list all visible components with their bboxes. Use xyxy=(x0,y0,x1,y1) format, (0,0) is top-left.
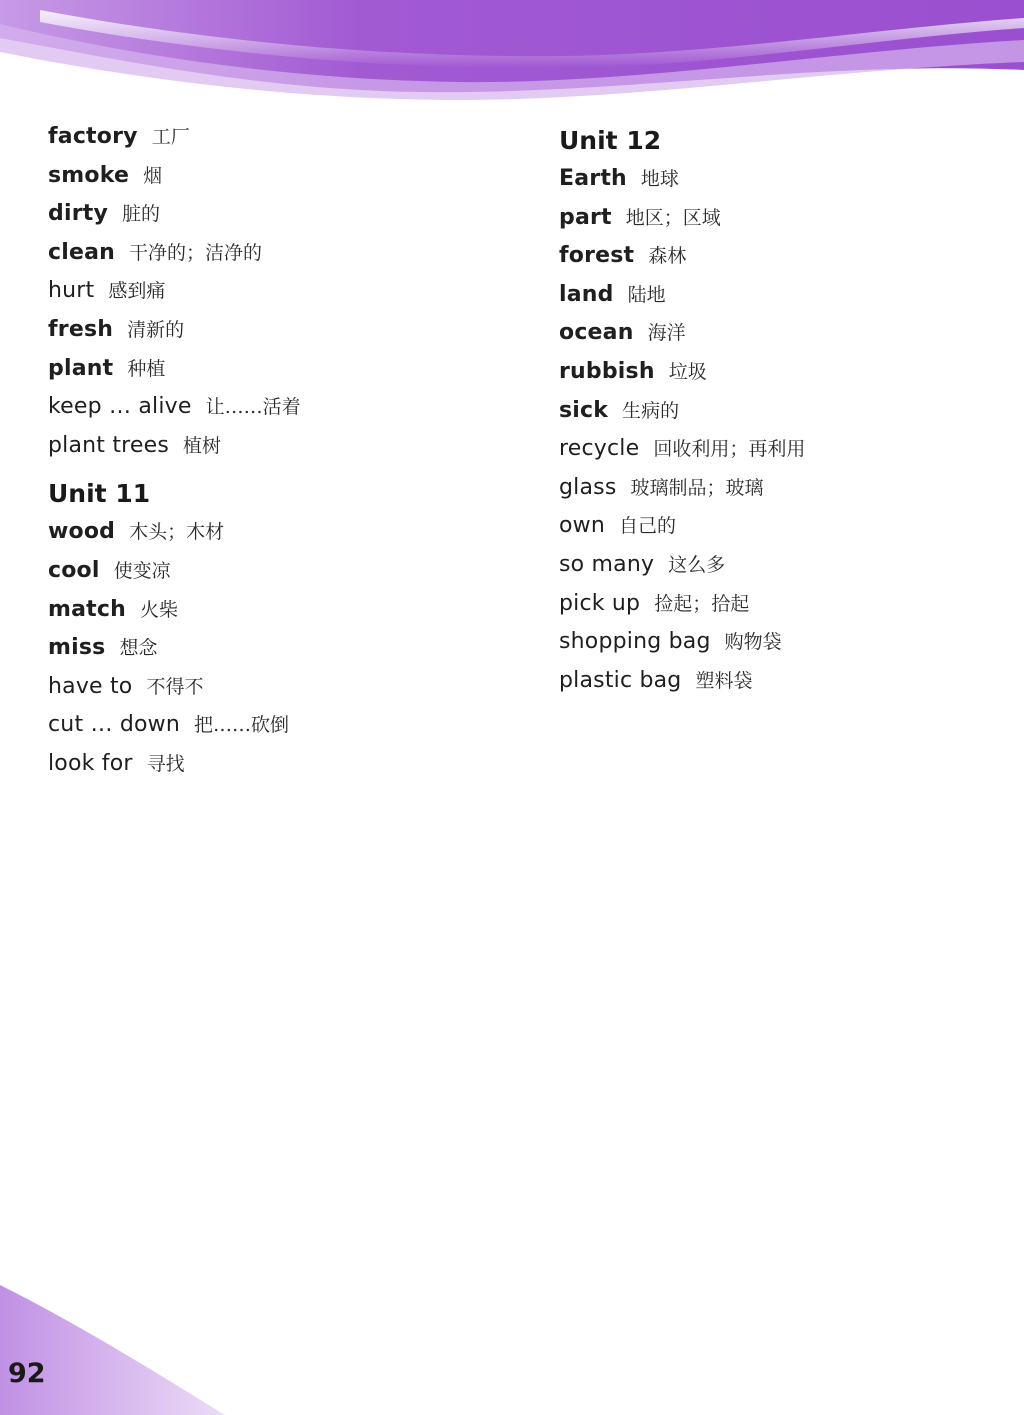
chinese-meaning: 海洋 xyxy=(647,322,686,345)
vocabulary-entry xyxy=(48,157,488,196)
english-word: so many xyxy=(559,551,655,577)
english-word: cool xyxy=(48,557,100,583)
vocabulary-entry xyxy=(559,199,999,238)
vocabulary-entry xyxy=(559,469,999,508)
chinese-meaning: 地区；区域 xyxy=(625,206,721,229)
right-vocabulary-column xyxy=(559,118,999,700)
left-vocabulary-column xyxy=(48,118,488,784)
vocabulary-entry xyxy=(48,388,488,427)
chinese-meaning: 植树 xyxy=(183,434,222,457)
vocabulary-entry xyxy=(559,585,999,624)
vocabulary-entry xyxy=(48,745,488,784)
chinese-meaning: 想念 xyxy=(119,637,158,660)
english-word: match xyxy=(48,596,126,622)
english-word: shopping bag xyxy=(559,629,711,655)
chinese-meaning: 工厂 xyxy=(151,126,190,148)
english-word: Earth xyxy=(559,166,627,191)
chinese-meaning: 脏的 xyxy=(122,203,161,226)
chinese-meaning: 塑料袋 xyxy=(695,669,753,692)
english-word: rubbish xyxy=(559,358,655,384)
english-word: have to xyxy=(48,673,133,699)
english-word: pick up xyxy=(559,590,641,616)
vocabulary-entry xyxy=(559,546,999,585)
vocabulary-entry xyxy=(559,237,999,276)
chinese-meaning: 清新的 xyxy=(127,318,185,341)
vocabulary-entry xyxy=(48,195,488,234)
vocabulary-entry xyxy=(48,427,488,466)
english-word: land xyxy=(559,281,614,307)
chinese-meaning: 生病的 xyxy=(622,399,680,422)
vocabulary-entry xyxy=(48,706,488,745)
chinese-meaning: 木头；木材 xyxy=(129,521,225,544)
vocabulary-entry xyxy=(559,623,999,662)
english-word: sick xyxy=(559,397,609,423)
chinese-meaning: 地球 xyxy=(640,168,679,190)
english-word: cut … down xyxy=(48,712,181,738)
english-word: hurt xyxy=(48,278,95,304)
vocabulary-entry xyxy=(559,392,999,431)
vocabulary-list-unit-10 xyxy=(48,118,488,465)
page-number: 92 xyxy=(8,1358,46,1389)
vocabulary-entry xyxy=(559,160,999,199)
chinese-meaning: 使变凉 xyxy=(113,559,171,582)
chinese-meaning: 购物袋 xyxy=(724,631,782,654)
english-word: dirty xyxy=(48,201,108,227)
chinese-meaning: 自己的 xyxy=(619,515,677,538)
vocabulary-entry xyxy=(48,272,488,311)
english-word: look for xyxy=(48,750,133,776)
chinese-meaning: 烟 xyxy=(143,164,163,187)
chinese-meaning: 火柴 xyxy=(140,598,179,621)
english-word: plastic bag xyxy=(559,667,682,693)
english-word: forest xyxy=(559,243,635,269)
chinese-meaning: 干净的；洁净的 xyxy=(129,241,263,264)
english-word: plant xyxy=(48,355,114,381)
vocabulary-entry xyxy=(48,234,488,273)
vocabulary-entry xyxy=(559,507,999,546)
chinese-meaning: 种植 xyxy=(127,357,166,380)
english-word: clean xyxy=(48,239,116,265)
vocabulary-entry xyxy=(48,513,488,552)
vocabulary-entry xyxy=(559,430,999,469)
bottom-decorative-corner xyxy=(0,1285,260,1415)
vocabulary-entry xyxy=(559,314,999,353)
chinese-meaning: 陆地 xyxy=(627,283,666,306)
vocabulary-entry xyxy=(559,276,999,315)
english-word: ocean xyxy=(559,320,634,346)
vocabulary-list-unit-12 xyxy=(559,160,999,700)
english-word: factory xyxy=(48,124,138,149)
vocabulary-entry xyxy=(48,118,488,157)
vocabulary-entry xyxy=(48,629,488,668)
english-word: fresh xyxy=(48,316,114,342)
english-word: miss xyxy=(48,635,106,661)
english-word: recycle xyxy=(559,436,640,462)
vocabulary-entry xyxy=(48,591,488,630)
chinese-meaning: 回收利用；再利用 xyxy=(653,438,806,461)
chinese-meaning: 让……活着 xyxy=(205,396,301,419)
english-word: smoke xyxy=(48,162,130,188)
chinese-meaning: 寻找 xyxy=(146,752,185,775)
english-word: plant trees xyxy=(48,432,170,458)
vocabulary-entry xyxy=(48,552,488,591)
vocabulary-entry xyxy=(559,662,999,701)
chinese-meaning: 把……砍倒 xyxy=(194,714,290,737)
english-word: part xyxy=(559,204,612,230)
english-word: keep … alive xyxy=(48,394,192,420)
chinese-meaning: 感到痛 xyxy=(108,280,166,303)
unit-heading: Unit 11 xyxy=(48,479,151,509)
vocabulary-entry xyxy=(48,350,488,389)
chinese-meaning: 这么多 xyxy=(668,553,726,576)
chinese-meaning: 玻璃制品；玻璃 xyxy=(630,476,764,499)
vocabulary-list-unit-11 xyxy=(48,513,488,783)
vocabulary-entry xyxy=(48,668,488,707)
vocabulary-entry xyxy=(48,311,488,350)
chinese-meaning: 垃圾 xyxy=(668,360,707,383)
english-word: own xyxy=(559,513,605,539)
chinese-meaning: 森林 xyxy=(648,245,687,268)
chinese-meaning: 捡起；拾起 xyxy=(654,592,750,615)
english-word: wood xyxy=(48,519,116,545)
vocabulary-entry xyxy=(559,353,999,392)
unit-heading: Unit 12 xyxy=(559,126,662,155)
english-word: glass xyxy=(559,474,617,500)
top-decorative-band xyxy=(0,0,1024,130)
chinese-meaning: 不得不 xyxy=(146,675,204,698)
